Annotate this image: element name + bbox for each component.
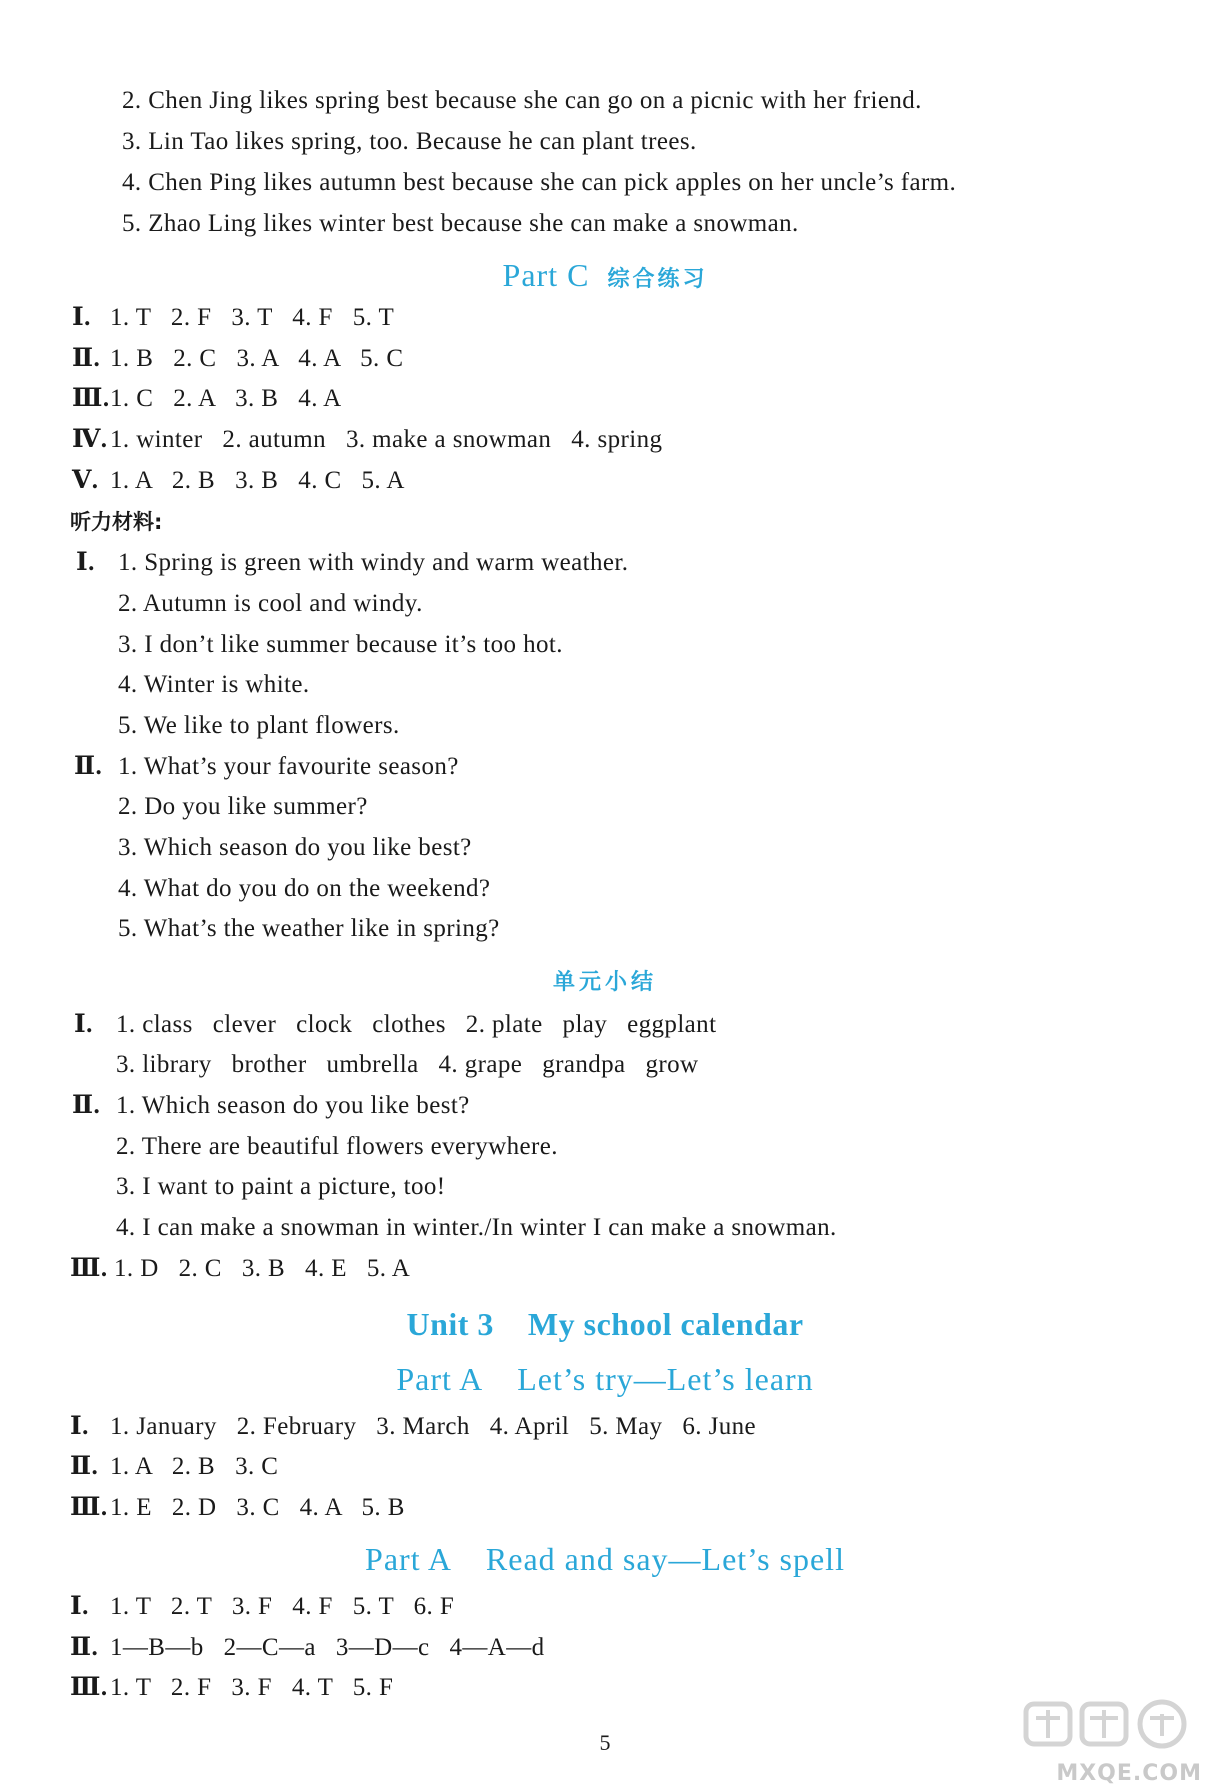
item-text: I want to paint a picture, too! xyxy=(142,1173,446,1200)
answer-text: 1. January 2. February 3. March 4. April 5. May 6. June xyxy=(110,1413,757,1440)
item-number: 3. xyxy=(118,631,138,658)
answer-text: 1. A 2. B 3. C xyxy=(110,1453,279,1480)
item-text: I don’t like summer because it’s too hot. xyxy=(144,631,563,658)
list-item xyxy=(122,127,697,157)
answer-row xyxy=(72,344,403,374)
summary-row xyxy=(116,1172,446,1202)
item-text: There are beautiful flowers everywhere. xyxy=(141,1133,558,1160)
item-text: We like to plant flowers. xyxy=(143,712,400,739)
unit-heading xyxy=(0,1305,1210,1343)
item-text: Spring is green with windy and warm weather. xyxy=(144,549,629,576)
item-number: 3. xyxy=(118,834,138,861)
listening-row xyxy=(118,792,368,822)
heading-part: Part A xyxy=(396,1361,484,1397)
roman-numeral: Ⅴ. xyxy=(72,467,99,494)
answer-text: 3. library brother umbrella 4. grape grandpa grow xyxy=(116,1051,699,1078)
item-text: What’s your favourite season? xyxy=(143,753,459,780)
item-number: 3. xyxy=(122,128,142,155)
list-item xyxy=(122,86,922,116)
summary-row xyxy=(70,1254,410,1284)
listening-row xyxy=(118,914,500,944)
answer-text: 1—B—b 2—C—a 3—D—c 4—A—d xyxy=(110,1634,545,1661)
item-number: 4. xyxy=(122,169,142,196)
listening-row xyxy=(118,833,472,863)
answer-row xyxy=(70,1633,545,1663)
item-text: Chen Jing likes spring best because she can go on a picnic with her friend. xyxy=(148,87,922,114)
summary-row xyxy=(116,1132,558,1162)
item-text: Lin Tao likes spring, too. Because he can plant trees. xyxy=(148,128,697,155)
item-number: 1. xyxy=(118,549,138,576)
roman-numeral: Ⅰ. xyxy=(72,304,91,331)
item-number: 1. xyxy=(116,1092,136,1119)
answer-text: 1. T 2. F 3. T 4. F 5. T xyxy=(110,304,395,331)
listening-row xyxy=(118,711,400,741)
part-c-heading xyxy=(0,256,1210,299)
item-number: 5. xyxy=(122,210,142,237)
answer-text: 1. E 2. D 3. C 4. A 5. B xyxy=(110,1494,405,1521)
item-number: 4. xyxy=(118,671,138,698)
heading-title: Read and say—Let’s spell xyxy=(485,1541,845,1577)
listening-row xyxy=(118,630,563,660)
roman-numeral: Ⅰ. xyxy=(74,1011,93,1038)
roman-numeral: Ⅰ. xyxy=(76,549,95,576)
item-number: 4. xyxy=(116,1214,136,1241)
roman-numeral: Ⅰ. xyxy=(70,1413,89,1440)
answer-text: 1. A 2. B 3. B 4. C 5. A xyxy=(110,467,405,494)
unit-title: My school calendar xyxy=(527,1306,804,1342)
summary-row xyxy=(116,1050,698,1080)
heading-subtitle: 综合练习 xyxy=(607,267,708,292)
summary-row xyxy=(116,1213,837,1243)
listening-row xyxy=(118,874,490,904)
answer-row xyxy=(72,466,405,496)
heading-part: Part A xyxy=(365,1541,452,1577)
roman-numeral: Ⅲ. xyxy=(70,1674,108,1701)
answer-text: 1. winter 2. autumn 3. make a snowman 4. spring xyxy=(110,426,663,453)
answer-row xyxy=(72,384,342,414)
answer-text: 1. T 2. F 3. F 4. T 5. F xyxy=(110,1674,394,1701)
part-a-heading xyxy=(0,1540,1210,1578)
item-number: 2. xyxy=(118,793,138,820)
item-number: 2. xyxy=(116,1133,136,1160)
answer-row xyxy=(70,1412,756,1442)
item-text: What do you do on the weekend? xyxy=(143,875,491,902)
roman-numeral: Ⅱ. xyxy=(72,1092,101,1119)
roman-numeral: Ⅳ. xyxy=(72,426,108,453)
item-text: Which season do you like best? xyxy=(143,834,472,861)
summary-row xyxy=(72,1091,470,1121)
listening-row xyxy=(118,589,423,619)
item-text: Zhao Ling likes winter best because she can make a snowman. xyxy=(148,210,799,237)
heading-part: Part C xyxy=(502,257,590,293)
item-text: Chen Ping likes autumn best because she can pick apples on her uncle’s farm. xyxy=(148,169,957,196)
listening-label: 听力材料: xyxy=(70,510,163,534)
roman-numeral: Ⅱ. xyxy=(74,753,103,780)
listening-row xyxy=(118,670,310,700)
roman-numeral: Ⅱ. xyxy=(70,1634,99,1661)
roman-numeral: Ⅱ. xyxy=(72,345,101,372)
item-number: 5. xyxy=(118,915,138,942)
item-number: 5. xyxy=(118,712,138,739)
answer-row xyxy=(70,1452,278,1482)
watermark xyxy=(1012,1696,1202,1786)
item-text: Winter is white. xyxy=(143,671,310,698)
unit-number: Unit 3 xyxy=(406,1306,494,1342)
roman-numeral: Ⅲ. xyxy=(70,1494,108,1521)
item-text: Autumn is cool and windy. xyxy=(142,590,423,617)
item-number: 3. xyxy=(116,1173,136,1200)
item-number: 2. xyxy=(122,87,142,114)
answer-text: 1. C 2. A 3. B 4. A xyxy=(110,385,342,412)
list-item xyxy=(122,168,956,198)
watermark-url: MXQE.COM xyxy=(1056,1761,1202,1786)
summary-heading: 单元小结 xyxy=(552,970,657,995)
listening-row xyxy=(74,752,459,782)
answer-text: 1. class clever clock clothes 2. plate play eggplant xyxy=(116,1011,717,1038)
list-item xyxy=(122,209,799,239)
roman-numeral: Ⅱ. xyxy=(70,1453,99,1480)
part-a-heading xyxy=(0,1360,1210,1398)
item-text: Do you like summer? xyxy=(144,793,368,820)
summary-row xyxy=(74,1010,716,1040)
item-text: I can make a snowman in winter./In winter I can make a snowman. xyxy=(142,1214,837,1241)
page-number: 5 xyxy=(599,1730,611,1755)
heading-title: Let’s try—Let’s learn xyxy=(517,1361,814,1397)
roman-numeral: Ⅰ. xyxy=(70,1593,89,1620)
answer-text: 1. D 2. C 3. B 4. E 5. A xyxy=(114,1255,411,1282)
answer-row xyxy=(70,1592,454,1622)
answer-row xyxy=(72,425,662,455)
item-number: 2. xyxy=(118,590,138,617)
roman-numeral: Ⅲ. xyxy=(70,1255,108,1282)
answer-text: 1. B 2. C 3. A 4. A 5. C xyxy=(110,345,404,372)
answer-row xyxy=(70,1673,393,1703)
item-number: 1. xyxy=(118,753,138,780)
listening-row xyxy=(76,548,628,578)
answer-row xyxy=(72,303,394,333)
answer-text: 1. T 2. T 3. F 4. F 5. T 6. F xyxy=(110,1593,455,1620)
item-text: Which season do you like best? xyxy=(141,1092,470,1119)
answer-row xyxy=(70,1493,405,1523)
watermark-logo-icon xyxy=(1022,1696,1192,1752)
item-number: 4. xyxy=(118,875,138,902)
roman-numeral: Ⅲ. xyxy=(72,385,110,412)
item-text: What’s the weather like in spring? xyxy=(143,915,500,942)
